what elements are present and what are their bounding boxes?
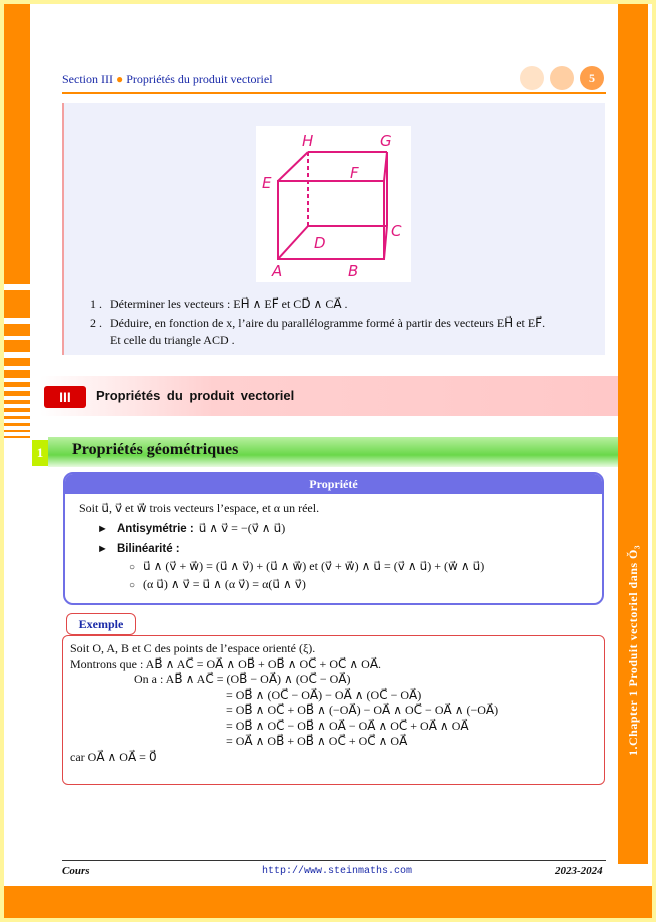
header-section-title: Propriétés du produit vectoriel <box>126 72 273 86</box>
example-line: = OB⃗ ∧ (OC⃗ − OA⃗) − OA⃗ ∧ (OC⃗ − OA⃗) <box>226 687 422 702</box>
vertex-label: C <box>391 222 402 240</box>
footer-website-link[interactable]: http://www.steinmaths.com <box>262 866 413 877</box>
circle-bullet-icon: ○ <box>129 580 136 591</box>
antisymmetry-label: Antisymétrie : <box>117 523 194 535</box>
vertex-label: D <box>314 234 326 252</box>
header-circle-decoration <box>520 66 544 90</box>
footer-left: Cours <box>62 865 90 877</box>
example-line: = OB⃗ ∧ OC⃗ + OB⃗ ∧ (−OA⃗) − OA⃗ ∧ OC⃗ − OA⃗ ∧ (−OA⃗) <box>226 703 499 717</box>
example-line: = OA⃗ ∧ OB⃗ + OB⃗ ∧ OC⃗ + OC⃗ ∧ OA⃗ <box>226 734 408 748</box>
question-item: 2 . Déduire, en fonction de x, l’aire du parallélogramme formé à partir des vecteurs EH⃗ et EF⃗. <box>90 316 546 330</box>
question-item: Et celle du triangle ACD . <box>110 333 235 347</box>
cube-drawing <box>256 126 411 282</box>
exercise-questions <box>90 296 600 351</box>
footer-rule <box>62 860 606 861</box>
antisymmetry-formula: u⃗ ∧ v⃗ = −(v⃗ ∧ u⃗) <box>198 521 286 535</box>
example-body <box>70 641 600 765</box>
triangle-bullet-icon: ► <box>97 543 108 555</box>
vertex-label: B <box>348 262 359 280</box>
example-tag: Exemple <box>66 613 136 635</box>
example-line: Montrons que : AB⃗ ∧ AC⃗ = OA⃗ ∧ OB⃗ + OB⃗ ∧ OC⃗ + OC⃗ ∧ OA⃗. <box>70 656 382 671</box>
chapter-side-label: 1.Chapter 1 Produit vectoriel dans Ǒ₃ <box>625 544 640 756</box>
property-intro: Soit u⃗, v⃗ et w⃗ trois vecteurs l’espace, et α un réel. <box>79 501 320 515</box>
vertex-label: H <box>302 132 314 150</box>
circle-bullet-icon: ○ <box>129 562 136 573</box>
property-box <box>63 472 604 605</box>
vertex-label: E <box>262 174 272 192</box>
bottom-decorative-strip <box>4 886 652 918</box>
vertex-label: G <box>380 132 392 150</box>
vertex-label: A <box>272 262 283 280</box>
subsection-title: Propriétés géométriques <box>72 441 239 458</box>
page-number: 5 <box>580 66 604 90</box>
example-line: = OB⃗ ∧ OC⃗ − OB⃗ ∧ OA⃗ − OA⃗ ∧ OC⃗ + OA⃗ ∧ OA⃗ <box>226 718 469 733</box>
triangle-bullet-icon: ► <box>97 523 108 535</box>
vertex-label: F <box>350 164 359 182</box>
property-heading: Propriété <box>65 474 602 494</box>
bilinearity-formula-2: (α u⃗) ∧ v⃗ = u⃗ ∧ (α v⃗) = α(u⃗ ∧ v⃗) <box>143 577 306 591</box>
section-title: Propriétés du produit vectoriel <box>96 388 295 403</box>
header-rule <box>62 92 606 94</box>
example-line: car OA⃗ ∧ OA⃗ = 0⃗ <box>70 749 157 764</box>
subsection-number: 1 <box>32 440 48 466</box>
question-item: 1 . Déterminer les vecteurs : EH⃗ ∧ EF⃗ et CD⃗ ∧ CA⃗ . <box>90 297 348 311</box>
section-number-badge: III <box>44 386 86 408</box>
bilinearity-label: Bilinéarité : <box>117 543 180 555</box>
example-line: Soit O, A, B et C des points de l’espace orienté (ξ). <box>70 641 316 655</box>
header-section-label: Section III <box>62 72 113 86</box>
footer-year: 2023-2024 <box>555 865 603 877</box>
header-circle-decoration <box>550 66 574 90</box>
left-decorative-strip <box>4 4 30 918</box>
example-line: On a : AB⃗ ∧ AC⃗ = (OB⃗ − OA⃗) ∧ (OC⃗ − OA⃗) <box>134 672 351 686</box>
header-bullet-icon: ● <box>115 72 124 86</box>
bilinearity-formula-1: u⃗ ∧ (v⃗ + w⃗) = (u⃗ ∧ v⃗) + (u⃗ ∧ w⃗) et (v⃗ + w⃗) ∧ u⃗ = (v⃗ ∧ u⃗) + (w⃗ ∧ u⃗) <box>143 559 485 573</box>
